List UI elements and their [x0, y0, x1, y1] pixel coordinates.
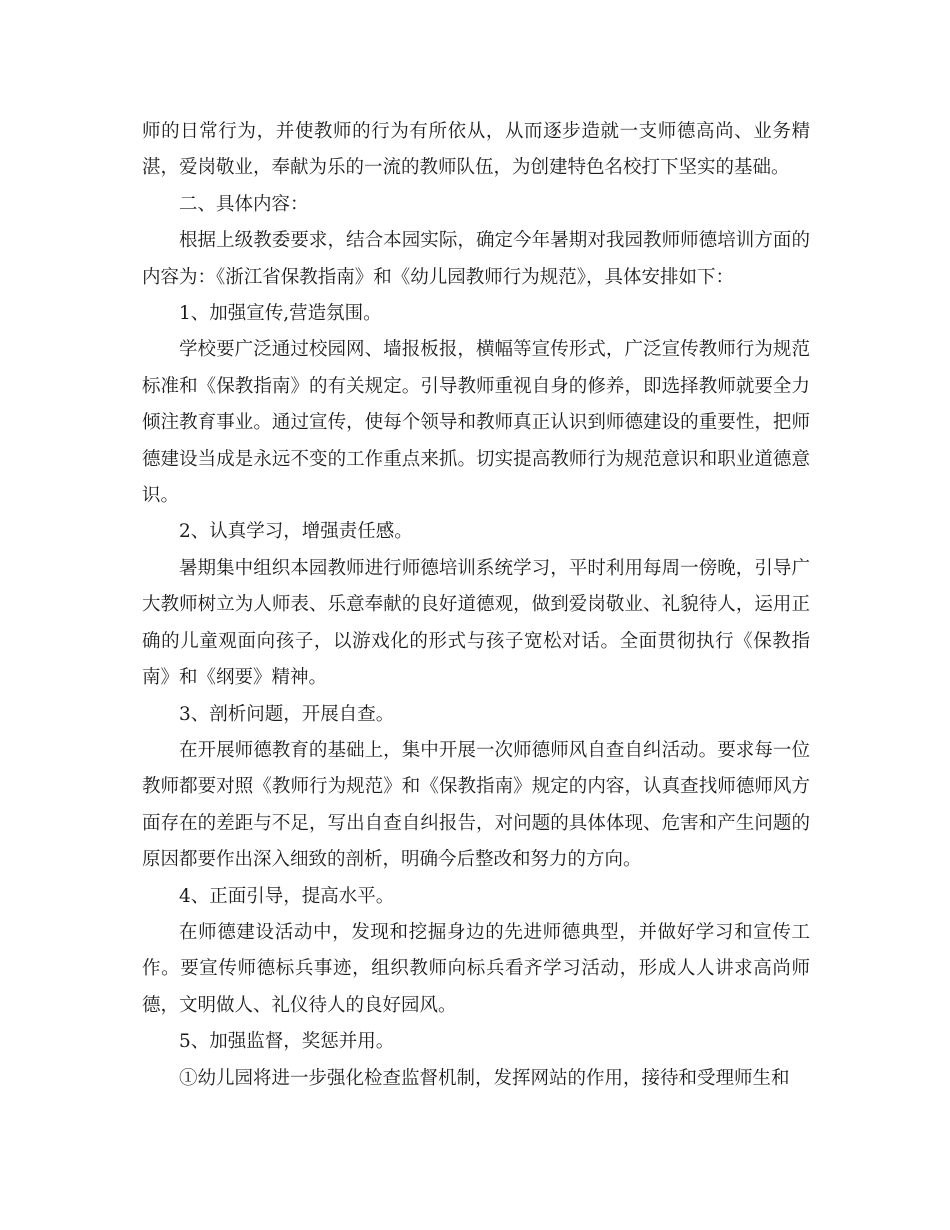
item-heading-1: 1、加强宣传,营造氛围。 [179, 303, 382, 325]
paragraph: 暑期集中组织本园教师进行师德培训系统学习，平时利用每周一傍晚，引导广大教师树立为人师表、乐意奉献的良好道德观，做到爱岗敬业、礼貌待人，运用正确的儿童观面向孩子，以游戏化的形式与孩子宽松对话。全面贯彻执行《保教指南》和《纲要》精神。 [142, 557, 810, 689]
paragraph: 学校要广泛通过校园网、墙报板报，横幅等宣传形式，广泛宣传教师行为规范标准和《保教指南》的有关规定。引导教师重视自身的修养，即选择教师就要全力倾注教育事业。通过宣传，使每个领导和教师真正认识到师德建设的重要性，把师德建设当成是永远不变的工作重点来抓。切实提高教师行为规范意识和职业道德意识。 [142, 339, 810, 507]
section-heading-content: 二、具体内容： [179, 193, 309, 215]
item-heading-5: 5、加强监督，奖惩并用。 [179, 1031, 395, 1053]
paragraph-continued: 师的日常行为，并使教师的行为有所依从，从而逐步造就一支师德高尚、业务精湛，爱岗敬业，奉献为乐的一流的教师队伍，为创建特色名校打下坚实的基础。 [142, 121, 810, 179]
document-body [142, 114, 810, 1097]
item-heading-2: 2、认真学习，增强责任感。 [179, 521, 413, 543]
item-heading-4: 4、正面引导，提高水平。 [179, 885, 395, 907]
paragraph: ①幼儿园将进一步强化检查监督机制，发挥网站的作用，接待和受理师生和 [179, 1067, 790, 1089]
paragraph: 在师德建设活动中，发现和挖掘身边的先进师德典型，并做好学习和宣传工作。要宣传师德标兵事迹，组织教师向标兵看齐学习活动，形成人人讲求高尚师德，文明做人、礼仪待人的良好园风。 [142, 921, 810, 1016]
paragraph: 根据上级教委要求，结合本园实际，确定今年暑期对我园教师师德培训方面的内容为：《浙江省保教指南》和《幼儿园教师行为规范》，具体安排如下： [142, 230, 810, 288]
item-heading-3: 3、剖析问题，开展自查。 [179, 703, 395, 725]
paragraph: 在开展师德教育的基础上，集中开展一次师德师风自查自纠活动。要求每一位教师都要对照《教师行为规范》和《保教指南》规定的内容，认真查找师德师风方面存在的差距与不足，写出自查自纠报告，对问题的具体体现、危害和产生问题的原因都要作出深入细致的剖析，明确今后整改和努力的方向。 [142, 739, 810, 871]
